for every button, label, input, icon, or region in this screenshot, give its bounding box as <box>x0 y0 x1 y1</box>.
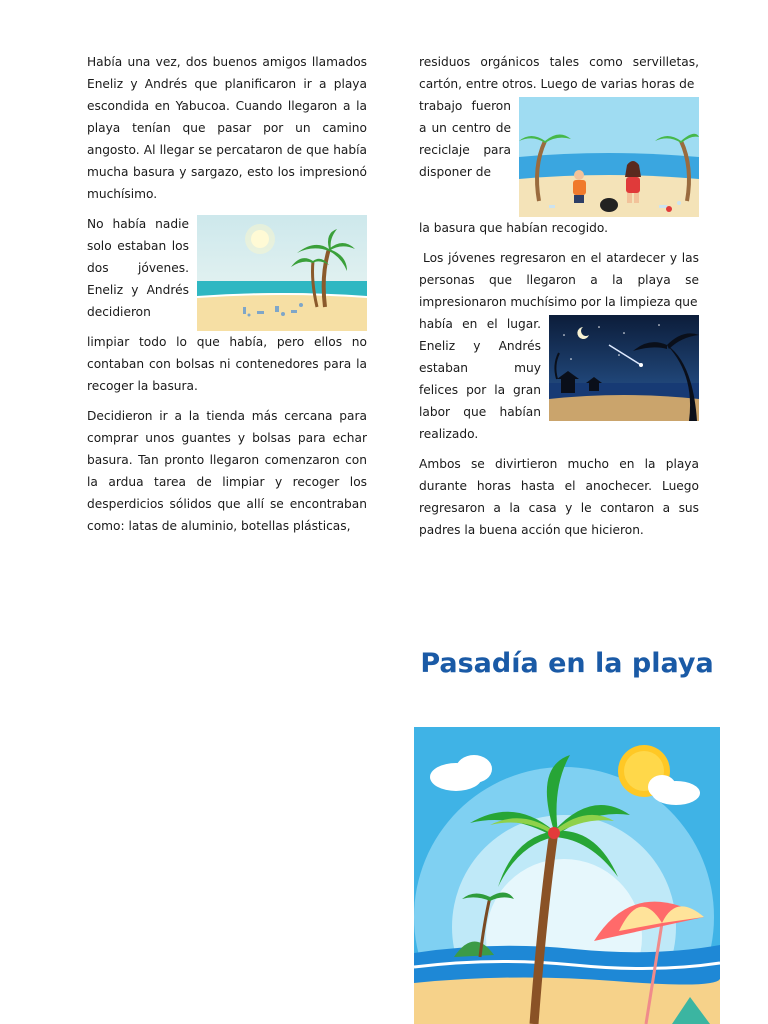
page-title: Pasadía en la playa <box>420 648 714 679</box>
story-column-right <box>419 51 699 549</box>
story-paragraph-5-wrap <box>419 313 699 445</box>
story-paragraph-3: Decidieron ir a la tienda más cercana para comprar unos guantes y bolsas para echar basura. Tan pronto llegaron comenzaron con la ardua tarea de limpiar y recoger los desperdicios sólidos que allí se encontraban como: latas de aluminio, botellas plásticas, <box>87 409 367 533</box>
story-column-left <box>87 51 367 545</box>
empty-beach-illustration <box>197 215 367 331</box>
story-paragraph-2-wrap <box>87 213 367 331</box>
night-beach-illustration <box>549 315 699 421</box>
beach-cleanup-illustration <box>519 97 699 217</box>
story-paragraph-1: Había una vez, dos buenos amigos llamados Eneliz y Andrés que planificaron ir a playa escondida en Yabucoa. Cuando llegaron a la playa tenían que pasar por un camino angosto. Al llegar se percataron de que había mucha basura y sargazo, esto los impresionó muchísimo. <box>87 55 367 201</box>
story-paragraph-2-end: limpiar todo lo que había, pero ellos no contaban con bolsas ni contenedores para la recoger la basura. <box>87 335 367 393</box>
story-paragraph-4-end: la basura que habían recogido. <box>419 221 608 235</box>
story-paragraph-5-start: Los jóvenes regresaron en el atardecer y las personas que llegaron a la playa se impresionaron muchísimo por la limpieza que <box>419 251 699 309</box>
story-paragraph-5-end: había en el lugar. Eneliz y Andrés estaban muy felices por la gran labor que habían realizado. <box>419 317 541 441</box>
story-paragraph-4-wrap <box>419 95 699 217</box>
beach-cover-illustration <box>414 727 720 1024</box>
story-paragraph-6: Ambos se divirtieron mucho en la playa durante horas hasta el anochecer. Luego regresaron a la casa y le contaron a sus padres la buena acción que hicieron. <box>419 457 699 537</box>
story-paragraph-4-middle: trabajo fueron a un centro de reciclaje para disponer de <box>419 99 511 179</box>
story-paragraph-4-start: residuos orgánicos tales como servilletas, cartón, entre otros. Luego de varias horas de <box>419 55 699 91</box>
story-paragraph-2-start: No había nadie solo estaban los dos jóvenes. Eneliz y Andrés decidieron <box>87 217 189 319</box>
